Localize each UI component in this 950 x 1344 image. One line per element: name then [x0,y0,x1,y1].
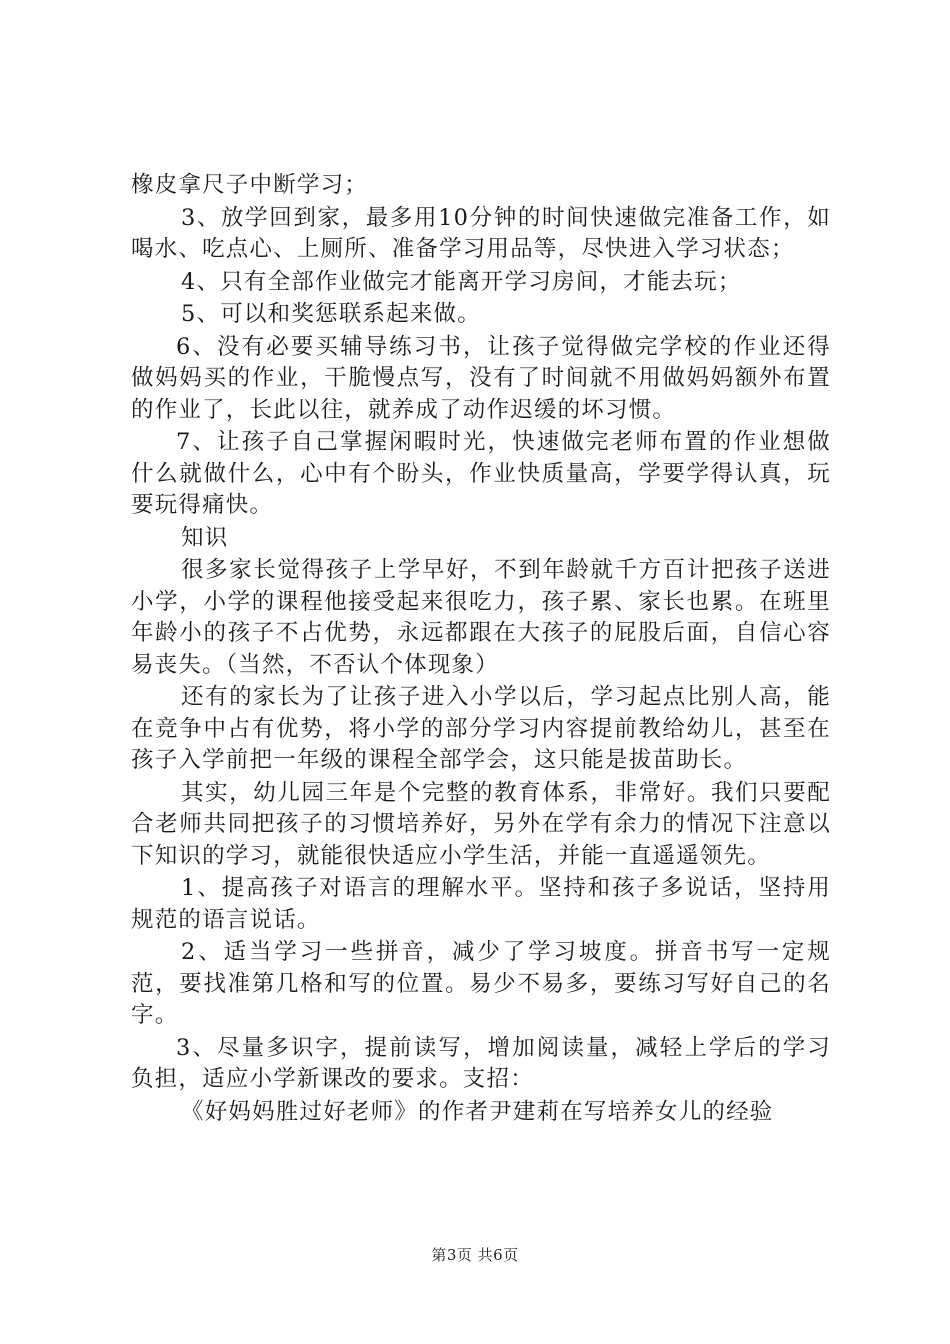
paragraph: 橡皮拿尺子中断学习； [131,172,369,198]
paragraph: 还有的家长为了让孩子进入小学以后，学习起点比别人高，能在竞争中占有优势，将小学的部分学习内容提前教给幼儿，甚至在孩子入学前把一年级的课程全部学会，这只能是拔苗助长。 [131,684,831,773]
paragraph: 5、可以和奖惩联系起来做。 [181,301,481,327]
paragraph: 2、适当学习一些拼音，减少了学习坡度。拼音书写一定规范，要找准第几格和写的位置。易少不易多，要练习写好自己的名字。 [131,939,831,1028]
page-number-footer: 第3页 共6页 [431,1246,519,1264]
paragraph: 4、只有全部作业做完才能离开学习房间，才能去玩； [181,268,742,295]
paragraph: 《好妈妈胜过好老师》的作者尹建莉在写培养女儿的经验 [181,1098,774,1125]
paragraph: 3、尽量多识字，提前读写，增加阅读量，减轻上学后的学习负担，适应小学新课改的要求。支招： [131,1034,831,1092]
paragraph: 其实，幼儿园三年是个完整的教育体系，非常好。我们只要配合老师共同把孩子的习惯培养好，另外在学有余力的情况下注意以下知识的学习，就能很快适应小学生活，并能一直遥遥领先。 [131,779,831,869]
paragraph: 7、让孩子自己掌握闲暇时光，快速做完老师布置的作业想做什么就做什么，心中有个盼头，作业快质量高，学要学得认真，玩要玩得痛快。 [131,429,831,518]
paragraph: 6、没有必要买辅导练习书，让孩子觉得做完学校的作业还得做妈妈买的作业，干脆慢点写，没有了时间就不用做妈妈额外布置的作业了，长此以往，就养成了动作迟缓的坏习惯。 [131,333,831,423]
paragraph: 3、放学回到家，最多用10分钟的时间快速做完准备工作，如喝水、吃点心、上厕所、准备学习用品等，尽快进入学习状态； [131,204,831,262]
document-body [131,170,831,1129]
paragraph: 1、提高孩子对语言的理解水平。坚持和孩子多说话，坚持用规范的语言说话。 [131,875,831,933]
paragraph: 很多家长觉得孩子上学早好，不到年龄就千方百计把孩子送进小学，小学的课程他接受起来很吃力，孩子累、家长也累。在班里年龄小的孩子不占优势，永远都跟在大孩子的屁股后面，自信心容易丧失。（当然，不否认个体现象） [131,557,831,678]
section-heading: 知识 [181,524,229,551]
